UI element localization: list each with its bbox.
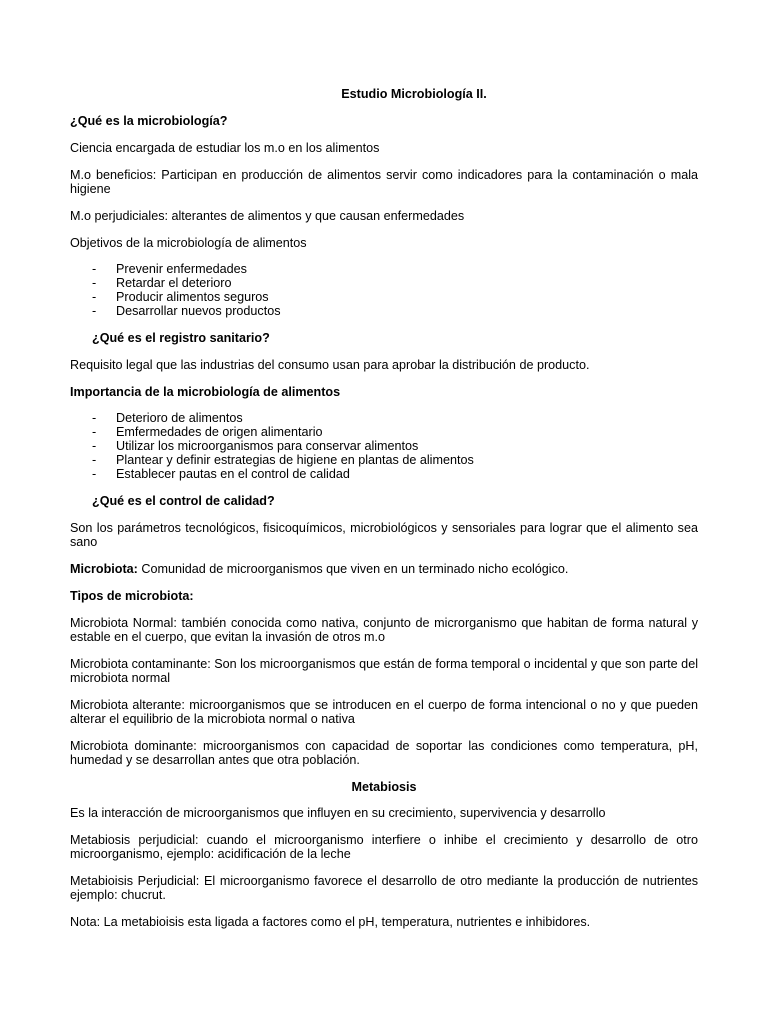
heading-control-calidad: ¿Qué es el control de calidad? [92, 494, 275, 508]
heading-importancia: Importancia de la microbiología de alimentos [70, 385, 341, 399]
heading-tipos-microbiota: Tipos de microbiota: [70, 589, 194, 603]
paragraph-mo-perjudiciales: M.o perjudiciales: alterantes de alimentos y que causan enfermedades [70, 209, 465, 223]
list-item: - Retardar el deterioro [92, 276, 232, 290]
list-item: - Plantear y definir estrategias de higiene en plantas de alimentos [92, 453, 474, 467]
list-item: - Prevenir enfermedades [92, 262, 247, 276]
paragraph-microbiota [70, 562, 698, 576]
dash-bullet: - [92, 453, 97, 467]
paragraph-metabioisis-perjudicial: Metabioisis Perjudicial: El microorganismo favorece el desarrollo de otro mediante la producción de nutrientes ejemplo: chucrut. [70, 874, 698, 902]
dash-bullet: - [92, 276, 97, 290]
document-title: Estudio Microbiología II. [341, 87, 487, 101]
paragraph-microbiota-normal: Microbiota Normal: también conocida como nativa, conjunto de microrganismo que habitan de forma natural y estable en el cuerpo, que evitan la invasión de otros m.o [70, 616, 698, 644]
list-item: - Establecer pautas en el control de calidad [92, 467, 350, 481]
list-item: - Producir alimentos seguros [92, 290, 269, 304]
paragraph-microbiota-dominante: Microbiota dominante: microorganismos con capacidad de soportar las condiciones como temperatura, pH, humedad y se desarrollan antes que otra población. [70, 739, 698, 767]
paragraph-microbiota-alterante: Microbiota alterante: microorganismos que se introducen en el cuerpo de forma intencional o no y que pueden alterar el equilibrio de la microbiota normal o nativa [70, 698, 698, 726]
dash-bullet: - [92, 439, 97, 453]
list-objetivos [70, 262, 698, 318]
paragraph-mo-beneficios: M.o beneficios: Participan en producción de alimentos servir como indicadores para la contaminación o mala higiene [70, 168, 698, 196]
paragraph-metabiosis-perjudicial: Metabiosis perjudicial: cuando el microorganismo interfiere o inhibe el crecimiento y desarrollo de otro microorganismo, ejemplo: acidificación de la leche [70, 833, 698, 861]
paragraph-nota: Nota: La metabioisis esta ligada a factores como el pH, temperatura, nutrientes e inhibidores. [70, 915, 591, 929]
term-microbiota: Microbiota: [70, 562, 138, 576]
heading-metabiosis: Metabiosis [351, 780, 417, 794]
dash-bullet: - [92, 467, 97, 481]
list-importancia [70, 411, 698, 481]
paragraph-objetivos-heading: Objetivos de la microbiología de alimentos [70, 236, 307, 250]
list-item: - Desarrollar nuevos productos [92, 304, 281, 318]
dash-bullet: - [92, 425, 97, 439]
paragraph-microbiota-contaminante: Microbiota contaminante: Son los microorganismos que están de forma temporal o incidental y que son parte del microbiota normal [70, 657, 698, 685]
dash-bullet: - [92, 290, 97, 304]
paragraph-definicion-control: Son los parámetros tecnológicos, fisicoquímicos, microbiológicos y sensoriales para lograr que el alimento sea sano [70, 521, 698, 549]
definition-microbiota: Comunidad de microorganismos que viven en un terminado nicho ecológico. [137, 562, 569, 576]
heading-que-es-microbiologia: ¿Qué es la microbiología? [70, 114, 228, 128]
paragraph-metabiosis-definicion: Es la interacción de microorganismos que influyen en su crecimiento, supervivencia y desarrollo [70, 806, 606, 820]
list-item: - Emfermedades de origen alimentario [92, 425, 323, 439]
list-item: - Deterioro de alimentos [92, 411, 243, 425]
dash-bullet: - [92, 304, 97, 318]
dash-bullet: - [92, 262, 97, 276]
dash-bullet: - [92, 411, 97, 425]
paragraph-definicion-microbiologia: Ciencia encargada de estudiar los m.o en los alimentos [70, 141, 380, 155]
paragraph-definicion-registro: Requisito legal que las industrias del consumo usan para aprobar la distribución de producto. [70, 358, 590, 372]
document-body [70, 87, 698, 942]
list-item: - Utilizar los microorganismos para conservar alimentos [92, 439, 419, 453]
heading-registro-sanitario: ¿Qué es el registro sanitario? [92, 331, 270, 345]
